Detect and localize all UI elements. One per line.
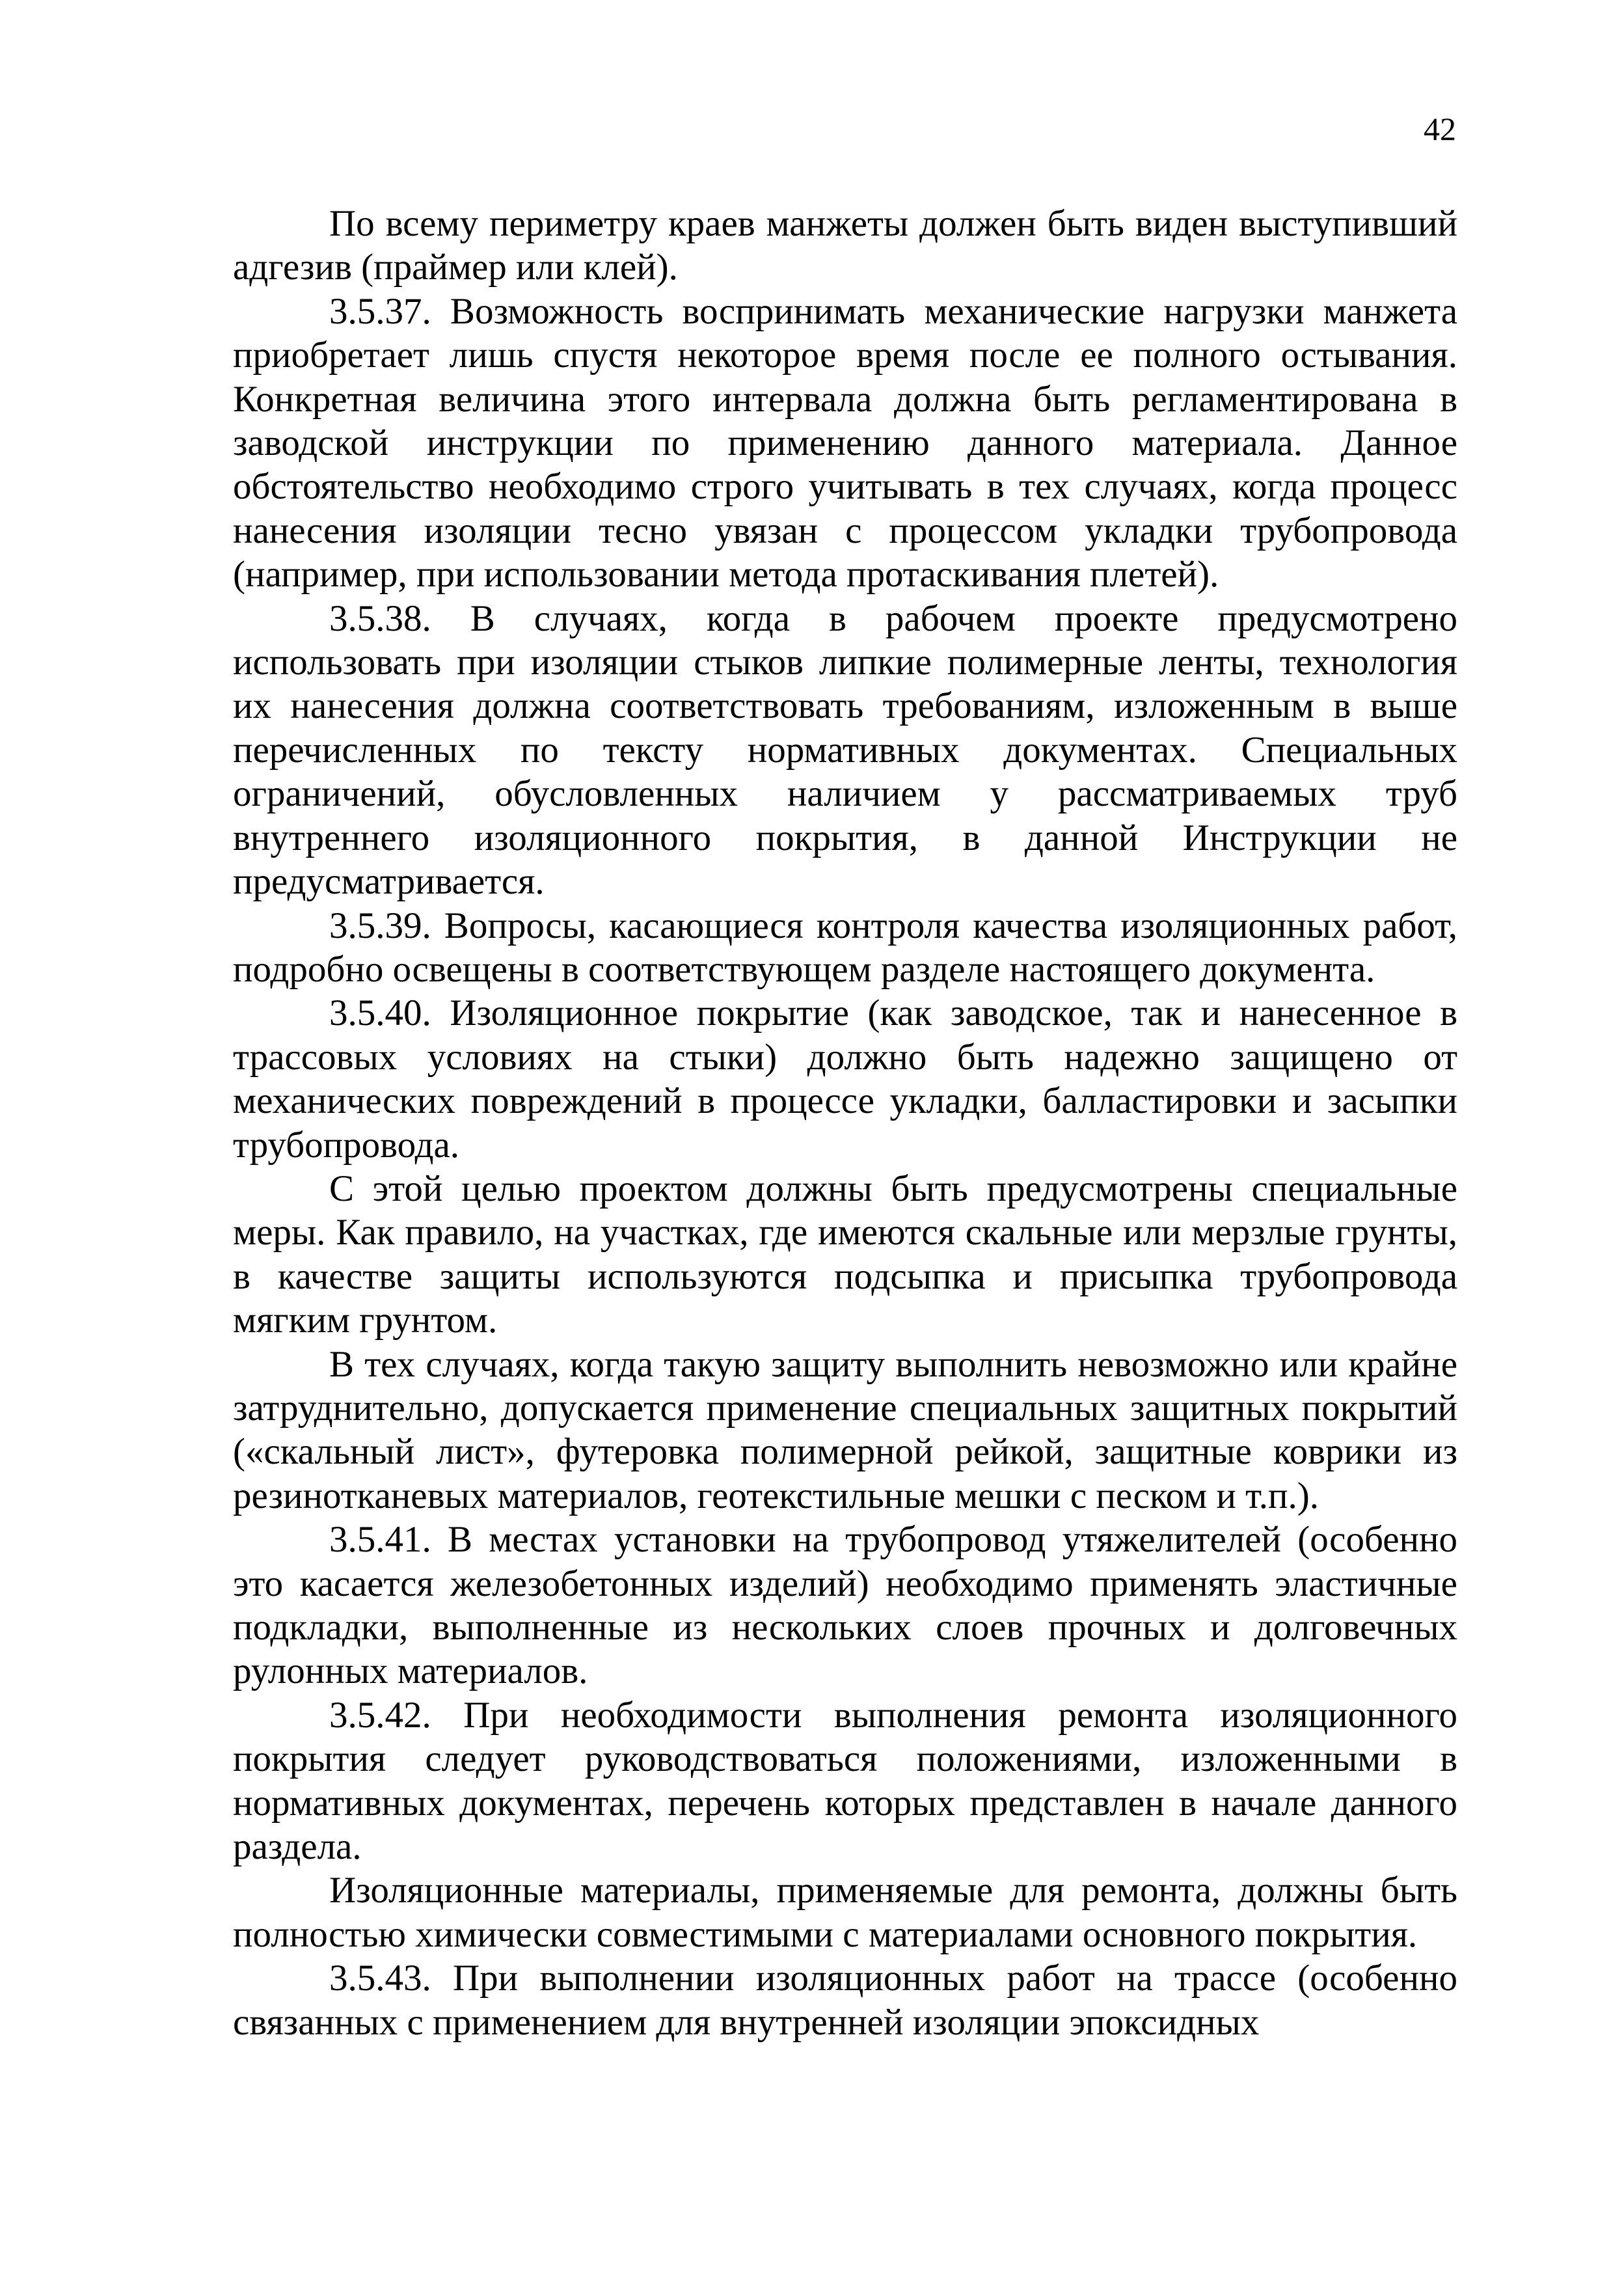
paragraph-3-5-40: 3.5.40. Изоляционное покрытие (как заводское, так и нанесенное в трассовых условиях на стыки) должно быть надежно защищено от механических повреждений в процессе укладки, балластировки и засыпки трубопровода.	[233, 992, 1457, 1166]
paragraph-3-5-43: 3.5.43. При выполнении изоляционных работ на трассе (особенно связанных с применением для внутренней изоляции эпоксидных	[233, 1958, 1457, 2043]
page-body	[233, 202, 1457, 2044]
paragraph-special-coatings: В тех случаях, когда такую защиту выполнить невозможно или крайне затруднительно, допускается применение специальных защитных покрытий («скальный лист», футеровка полимерной рейкой, защитные коврики из резинотканевых материалов, геотекстильные мешки с песком и т.п.).	[233, 1343, 1457, 1516]
paragraph-cuff-edge-adhesive: По всему периметру краев манжеты должен быть виден выступивший адгезив (праймер или клей).	[233, 203, 1457, 288]
paragraph-protection-measures: С этой целью проектом должны быть предусмотрены специальные меры. Как правило, на участках, где имеются скальные или мерзлые грунты, в качестве защиты используются подсыпка и присыпка трубопровода мягким грунтом.	[233, 1168, 1457, 1341]
paragraph-3-5-37: 3.5.37. Возможность воспринимать механические нагрузки манжета приобретает лишь спустя некоторое время после ее полного остывания. Конкретная величина этого интервала должна быть регламентирована в заводской инструкции по применению данного материала. Данное обстоятельство необходимо строго учитывать в тех случаях, когда процесс нанесения изоляции тесно увязан с процессом укладки трубопровода (например, при использовании метода протаскивания плетей).	[233, 290, 1457, 595]
paragraph-3-5-39: 3.5.39. Вопросы, касающиеся контроля качества изоляционных работ, подробно освещены в соответствующем разделе настоящего документа.	[233, 905, 1457, 990]
page-number: 42	[1424, 111, 1456, 147]
paragraph-3-5-41: 3.5.41. В местах установки на трубопровод утяжелителей (особенно это касается железобетонных изделий) необходимо применять эластичные подкладки, выполненные из нескольких слоев прочных и долговечных рулонных материалов.	[233, 1519, 1457, 1692]
paragraph-repair-materials: Изоляционные материалы, применяемые для ремонта, должны быть полностью химически совместимыми с материалами основного покрытия.	[233, 1870, 1457, 1955]
paragraph-3-5-42: 3.5.42. При необходимости выполнения ремонта изоляционного покрытия следует руководствоваться положениями, изложенными в нормативных документах, перечень которых представлен в начале данного раздела.	[233, 1694, 1457, 1868]
paragraph-3-5-38: 3.5.38. В случаях, когда в рабочем проекте предусмотрено использовать при изоляции стыков липкие полимерные ленты, технология их нанесения должна соответствовать требованиям, изложенным в выше перечисленных по тексту нормативных документах. Специальных ограничений, обусловленных наличием у рассматриваемых труб внутреннего изоляционного покрытия, в данной Инструкции не предусматривается.	[233, 597, 1457, 903]
